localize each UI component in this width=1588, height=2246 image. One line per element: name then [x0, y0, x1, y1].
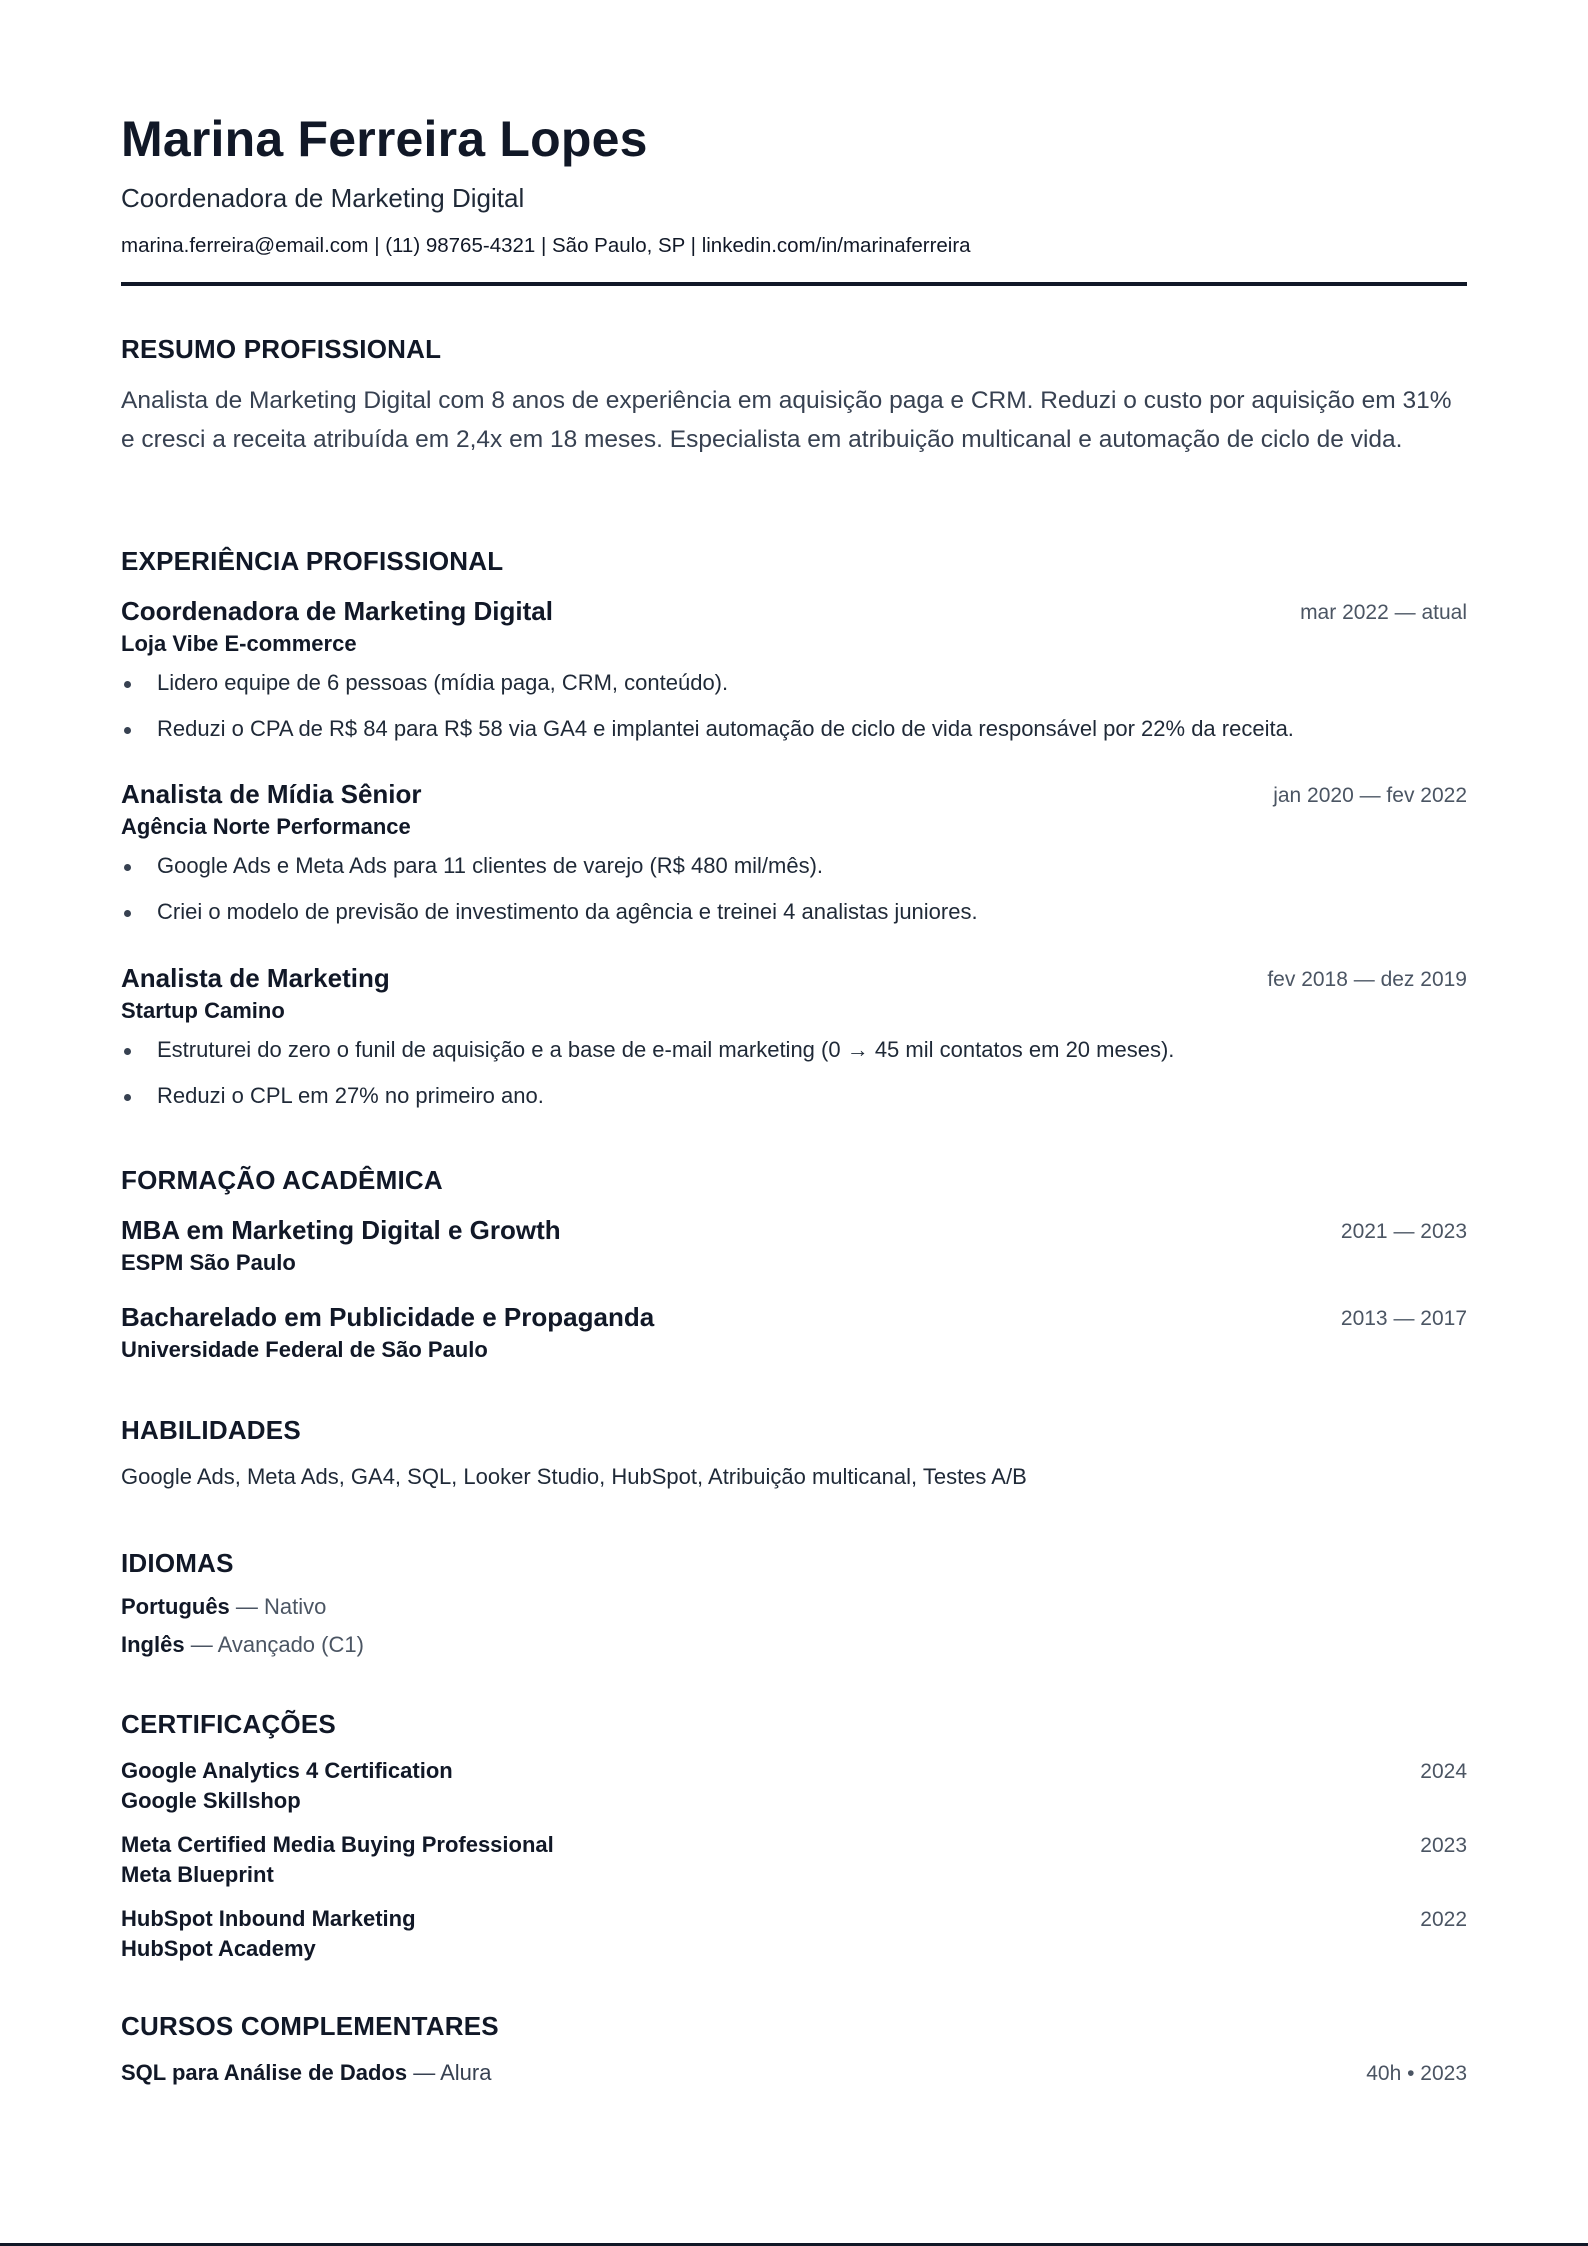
language-name: Inglês: [121, 1632, 185, 1657]
job-company: Startup Camino: [121, 998, 285, 1023]
skills-heading: HABILIDADES: [121, 1415, 301, 1445]
language-separator: —: [184, 1632, 218, 1657]
course-provider: Alura: [440, 2060, 492, 2085]
education-dates: 2013 — 2017: [1340, 1307, 1467, 1330]
certification-name: Meta Certified Media Buying Professional: [121, 1832, 554, 1857]
language-level: Avançado (C1): [217, 1632, 364, 1657]
experience-heading: EXPERIÊNCIA PROFISSIONAL: [121, 546, 504, 576]
job-title: Analista de Mídia Sênior: [121, 779, 422, 809]
language-level: Nativo: [264, 1594, 327, 1619]
job-bullets: [121, 668, 1294, 760]
language-separator: —: [229, 1594, 265, 1619]
certification-issuer: Meta Blueprint: [121, 1862, 274, 1887]
education-school: ESPM São Paulo: [121, 1250, 296, 1275]
education-school: Universidade Federal de São Paulo: [121, 1337, 488, 1362]
job-company: Loja Vibe E-commerce: [121, 631, 357, 656]
education-dates: 2021 — 2023: [1340, 1220, 1467, 1243]
courses-heading: CURSOS COMPLEMENTARES: [121, 2011, 499, 2041]
certification-year: 2022: [1420, 1908, 1467, 1931]
languages-heading: IDIOMAS: [121, 1548, 234, 1578]
certification-year: 2024: [1420, 1760, 1467, 1783]
summary-text: Analista de Marketing Digital com 8 anos de experiência em aquisição paga e CRM. Reduzi o custo por aquisição em 31% e cresci a receita atribuída em 2,4x em 18 meses. Especialista em atribuição multicanal e automação de ciclo de vida.: [121, 387, 1452, 453]
job-bullets: [121, 851, 978, 943]
certification-name: Google Analytics 4 Certification: [121, 1758, 453, 1783]
job-bullet: Reduzi o CPA de R$ 84 para R$ 58 via GA4 e implantei automação de ciclo de vida responsável por 22% da receita.: [121, 714, 1294, 760]
course-name: SQL para Análise de Dados: [121, 2060, 408, 2085]
course-separator: —: [407, 2060, 441, 2085]
job-bullet: Google Ads e Meta Ads para 11 clientes de varejo (R$ 480 mil/mês).: [121, 851, 978, 897]
job-bullet: Reduzi o CPL em 27% no primeiro ano.: [121, 1081, 1174, 1127]
education-degree: MBA em Marketing Digital e Growth: [121, 1215, 561, 1245]
job-dates: mar 2022 — atual: [1300, 601, 1467, 624]
job-bullets: [121, 1035, 1174, 1127]
education-heading: FORMAÇÃO ACADÊMICA: [121, 1165, 443, 1195]
course-line: [121, 2060, 491, 2086]
job-bullet: Lidero equipe de 6 pessoas (mídia paga, CRM, conteúdo).: [121, 668, 1294, 714]
language-item: [121, 1594, 326, 1620]
skills-list: Google Ads, Meta Ads, GA4, SQL, Looker Studio, HubSpot, Atribuição multicanal, Testes A/B: [121, 1464, 1027, 1489]
header-divider: [121, 282, 1467, 286]
certification-issuer: Google Skillshop: [121, 1788, 301, 1813]
education-degree: Bacharelado em Publicidade e Propaganda: [121, 1302, 655, 1332]
certification-year: 2023: [1420, 1834, 1467, 1857]
job-dates: jan 2020 — fev 2022: [1273, 784, 1467, 807]
job-bullet: Criei o modelo de previsão de investimento da agência e treinei 4 analistas juniores.: [121, 897, 978, 943]
job-dates: fev 2018 — dez 2019: [1267, 968, 1467, 991]
job-title: Analista de Marketing: [121, 963, 390, 993]
certifications-heading: CERTIFICAÇÕES: [121, 1709, 336, 1739]
language-item: [121, 1632, 364, 1658]
language-name: Português: [121, 1594, 230, 1619]
certification-issuer: HubSpot Academy: [121, 1936, 316, 1961]
candidate-name: Marina Ferreira Lopes: [121, 111, 648, 167]
summary-heading: RESUMO PROFISSIONAL: [121, 334, 442, 364]
job-company: Agência Norte Performance: [121, 814, 411, 839]
job-bullet: Estruturei do zero o funil de aquisição e a base de e-mail marketing (0 → 45 mil contatos em 20 meses).: [121, 1035, 1174, 1081]
job-title: Coordenadora de Marketing Digital: [121, 596, 553, 626]
contact-line: marina.ferreira@email.com | (11) 98765-4321 | São Paulo, SP | linkedin.com/in/marinaferreira: [121, 234, 971, 257]
certification-name: HubSpot Inbound Marketing: [121, 1906, 416, 1931]
candidate-title: Coordenadora de Marketing Digital: [121, 183, 525, 213]
course-meta: 40h • 2023: [1366, 2062, 1467, 2085]
